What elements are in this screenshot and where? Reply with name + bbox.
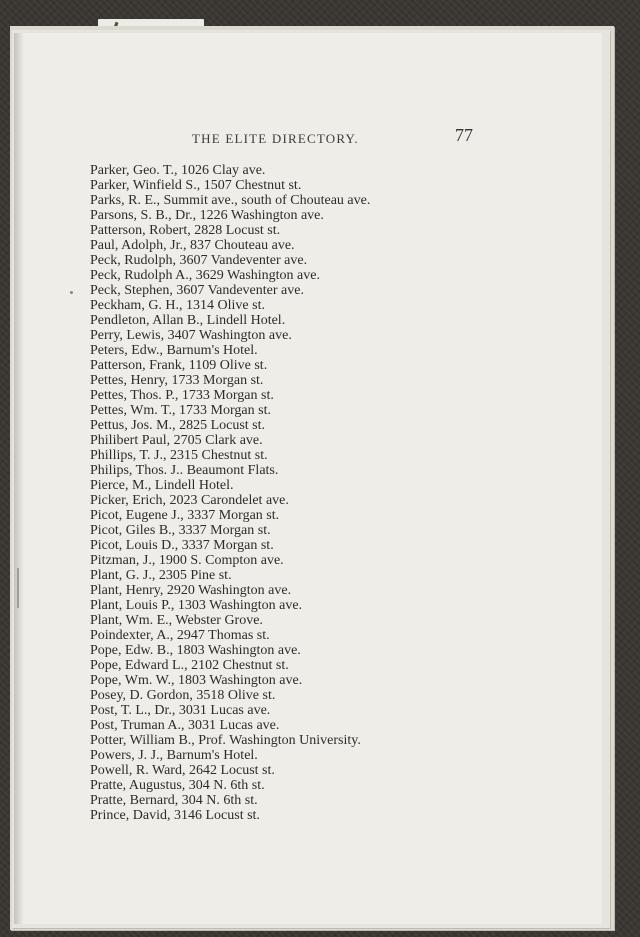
directory-entry: Pettes, Wm. T., 1733 Morgan st. (90, 403, 271, 418)
directory-entry: Patterson, Robert, 2828 Locust st. (90, 223, 281, 238)
directory-entry: Parsons, S. B., Dr., 1226 Washington ave. (90, 208, 324, 223)
directory-entry: Peck, Stephen, 3607 Vandeventer ave. (90, 283, 304, 298)
directory-entry: Potter, William B., Prof. Washington University. (90, 733, 361, 748)
directory-entry: Perry, Lewis, 3407 Washington ave. (90, 328, 292, 343)
directory-entry: Pitzman, J., 1900 S. Compton ave. (90, 553, 284, 568)
directory-entry: Picot, Eugene J., 3337 Morgan st. (90, 508, 280, 523)
directory-entry: Picot, Giles B., 3337 Morgan st. (90, 523, 271, 538)
running-header: THE ELITE DIRECTORY. (192, 131, 359, 146)
directory-entry: Peters, Edw., Barnum's Hotel. (90, 343, 258, 358)
directory-entry: Powers, J. J., Barnum's Hotel. (90, 748, 258, 763)
directory-entry: Plant, Louis P., 1303 Washington ave. (90, 598, 303, 613)
directory-entry: Philibert Paul, 2705 Clark ave. (90, 433, 263, 448)
directory-entry: Peckham, G. H., 1314 Olive st. (90, 298, 265, 313)
directory-entry: Pettes, Thos. P., 1733 Morgan st. (90, 388, 274, 403)
directory-entry: Pettus, Jos. M., 2825 Locust st. (90, 418, 266, 433)
directory-entry: Pettes, Henry, 1733 Morgan st. (90, 373, 264, 388)
directory-entry: Prince, David, 3146 Locust st. (90, 808, 260, 823)
directory-entry: Pendleton, Allan B., Lindell Hotel. (90, 313, 286, 328)
directory-entry: Peck, Rudolph A., 3629 Washington ave. (90, 268, 320, 283)
directory-entry: Powell, R. Ward, 2642 Locust st. (90, 763, 275, 778)
directory-entries (90, 163, 370, 823)
directory-entry: Parker, Winfield S., 1507 Chestnut st. (90, 178, 302, 193)
directory-entry: Posey, D. Gordon, 3518 Olive st. (90, 688, 276, 703)
directory-page (14, 33, 602, 924)
directory-entry: Picot, Louis D., 3337 Morgan st. (90, 538, 274, 553)
directory-entry: Poindexter, A., 2947 Thomas st. (90, 628, 270, 643)
page-number: 77 (455, 125, 473, 145)
page-gutter (14, 33, 24, 924)
directory-entry: Post, Truman A., 3031 Lucas ave. (90, 718, 280, 733)
ink-speck (70, 291, 73, 294)
directory-entry: Patterson, Frank, 1109 Olive st. (90, 358, 268, 373)
directory-entry: Plant, Henry, 2920 Washington ave. (90, 583, 292, 598)
directory-entry: Peck, Rudolph, 3607 Vandeventer ave. (90, 253, 308, 268)
directory-entry: Parks, R. E., Summit ave., south of Chouteau ave. (90, 193, 371, 208)
directory-entry: Parker, Geo. T., 1026 Clay ave. (90, 163, 266, 178)
directory-entry: Picker, Erich, 2023 Carondelet ave. (90, 493, 289, 508)
directory-entry: Pope, Wm. W., 1803 Washington ave. (90, 673, 303, 688)
directory-entry: Pope, Edward L., 2102 Chestnut st. (90, 658, 289, 673)
directory-entry: Pierce, M., Lindell Hotel. (90, 478, 234, 493)
directory-entry: Phillips, T. J., 2315 Chestnut st. (90, 448, 268, 463)
directory-entry: Plant, Wm. E., Webster Grove. (90, 613, 263, 628)
directory-entry: Plant, G. J., 2305 Pine st. (90, 568, 232, 583)
directory-entry: Pratte, Bernard, 304 N. 6th st. (90, 793, 258, 808)
page-crease (17, 568, 19, 608)
directory-entry: Paul, Adolph, Jr., 837 Chouteau ave. (90, 238, 295, 253)
directory-entry: Philips, Thos. J.. Beaumont Flats. (90, 463, 279, 478)
directory-entry: Pope, Edw. B., 1803 Washington ave. (90, 643, 301, 658)
directory-entry: Post, T. L., Dr., 3031 Lucas ave. (90, 703, 271, 718)
directory-entry: Pratte, Augustus, 304 N. 6th st. (90, 778, 265, 793)
